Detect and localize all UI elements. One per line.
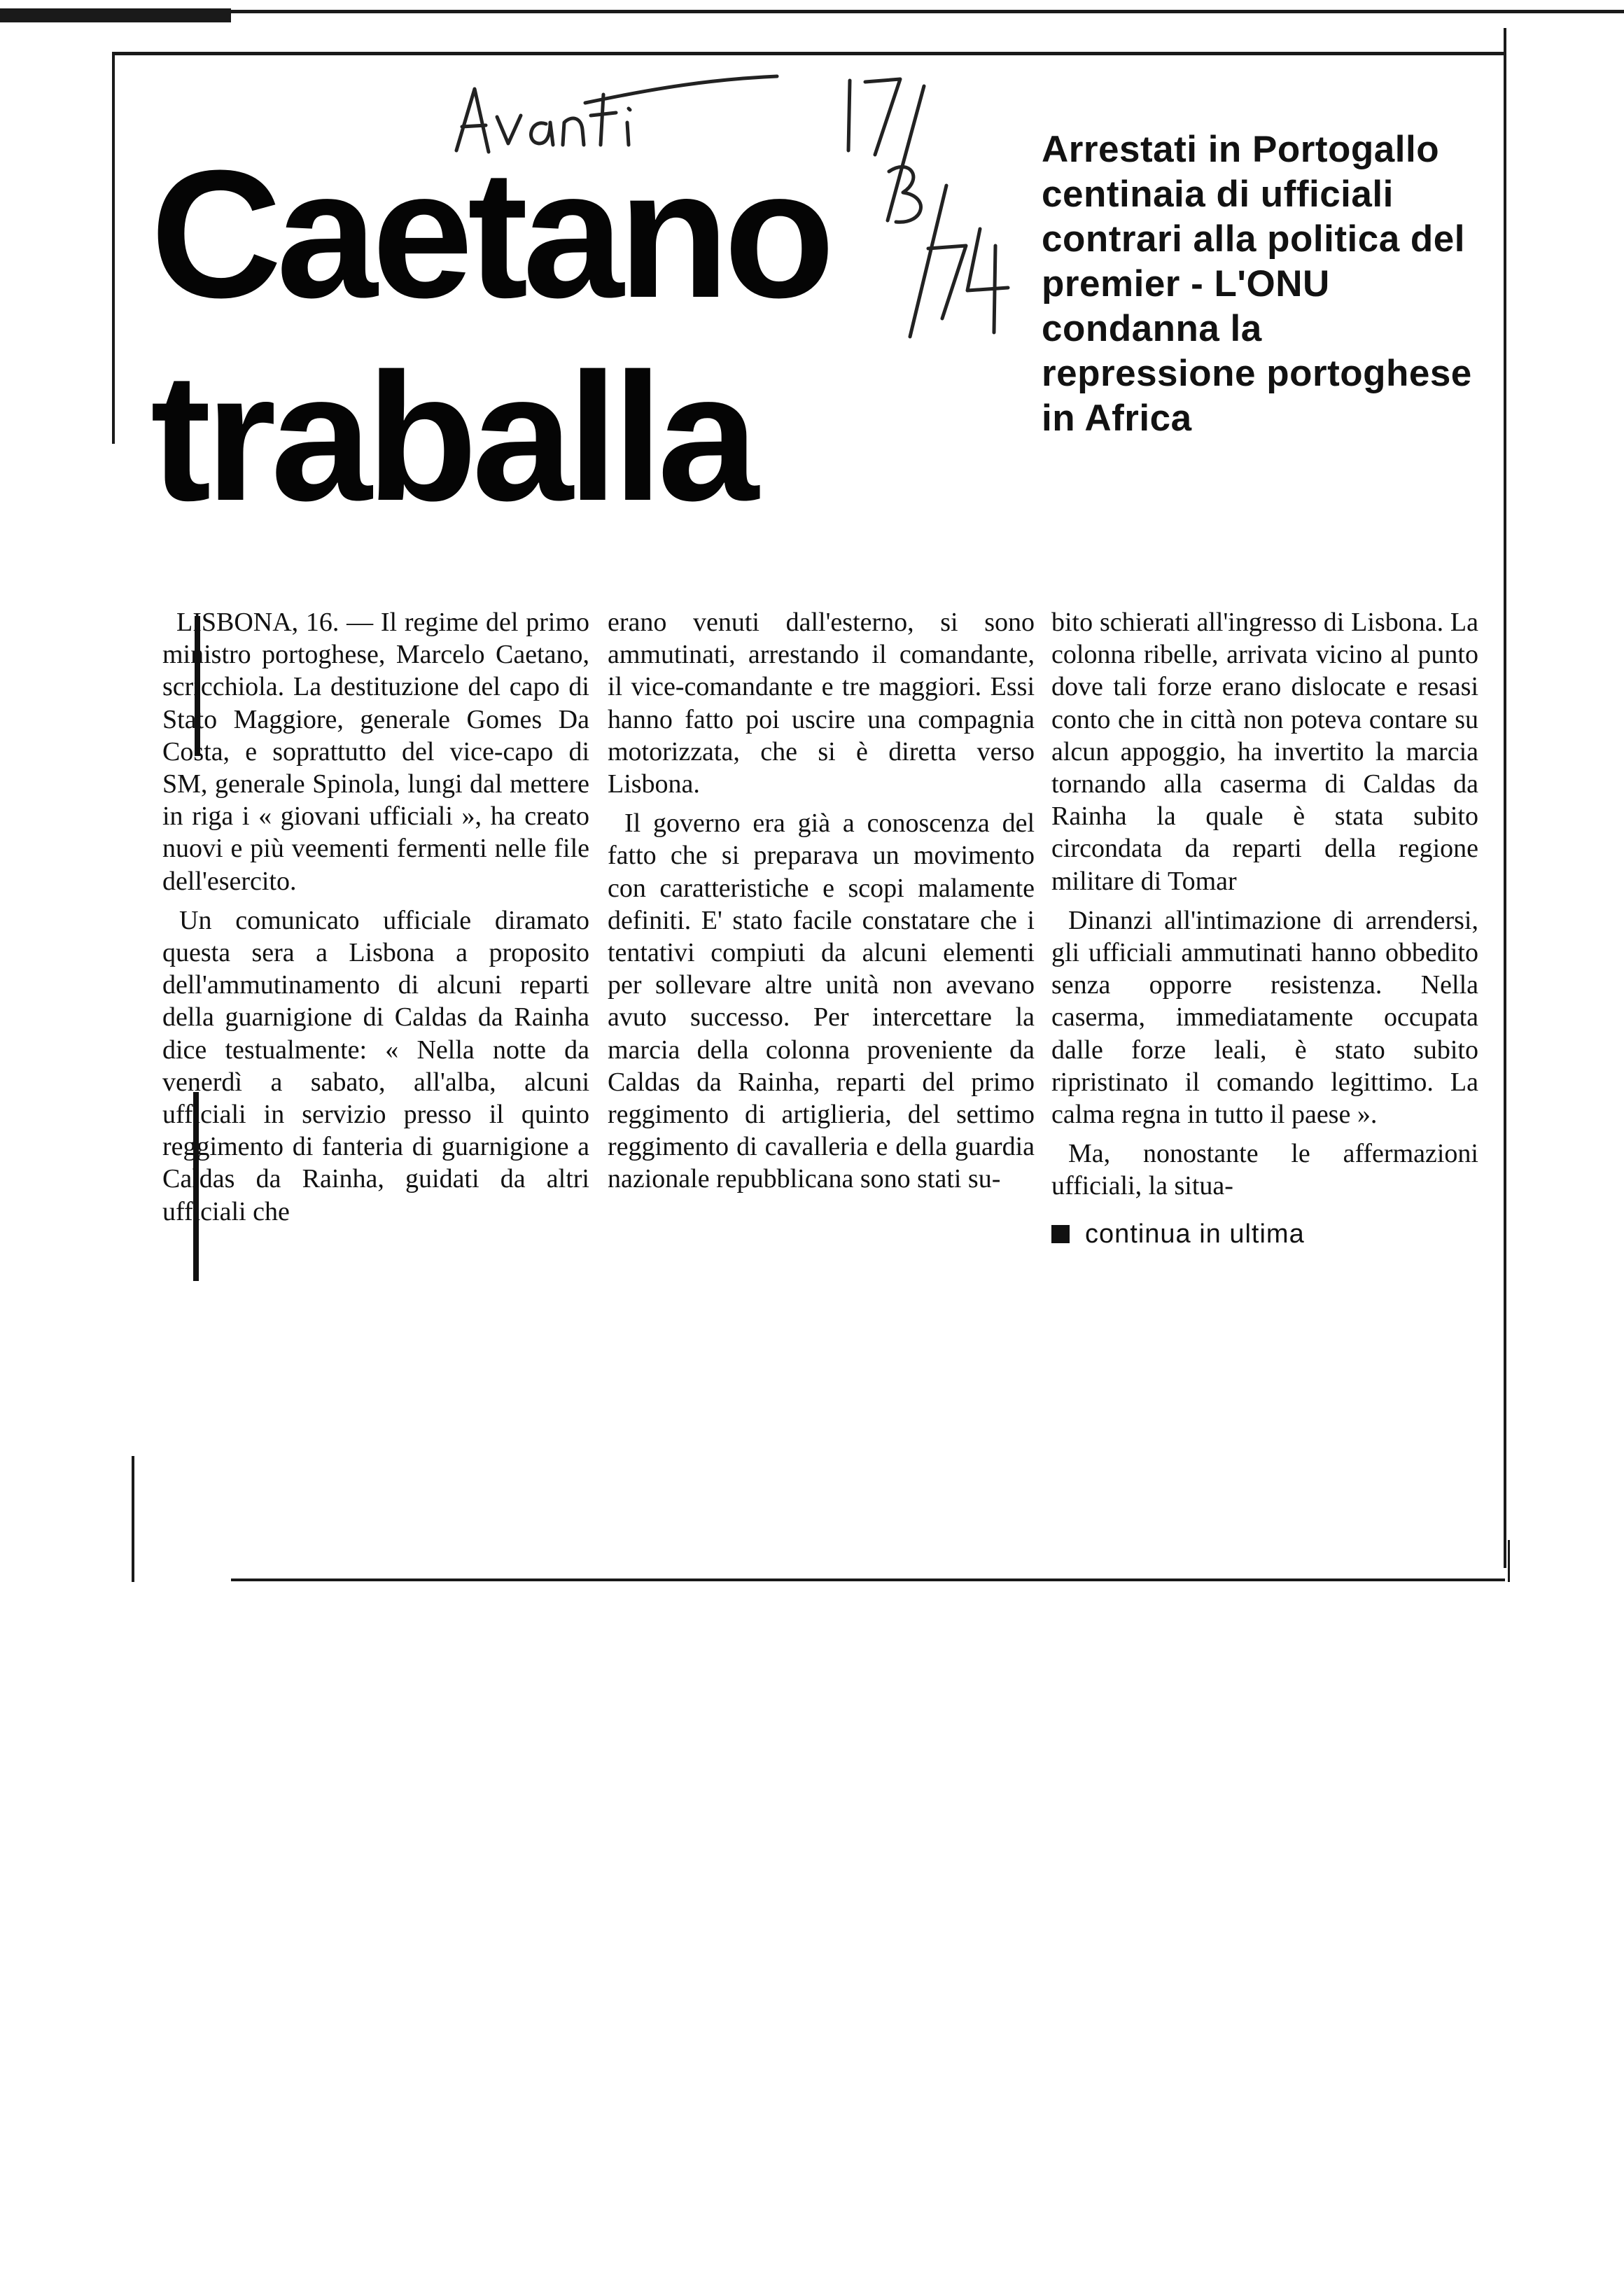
top-edge-rule-heavy	[0, 8, 231, 22]
article-column-1	[162, 606, 589, 1228]
clipping-right-border-end	[1508, 1540, 1510, 1582]
continued-label: continua in ultima	[1085, 1219, 1305, 1249]
clipping-bottom-border	[231, 1578, 1505, 1581]
article-paragraph: Dinanzi all'intimazione di arrendersi, gli ufficiali ammutinati hanno obbedito senza opporre resistenza. Nella caserma, immediatamente occupata dalle forze leali, è stato subito ripristinato il comando legittimo. La calma regna in tutto il paese ».	[1051, 905, 1478, 1130]
headline	[150, 133, 830, 539]
article-paragraph: LISBONA, 16. — Il regime del primo ministro portoghese, Marcelo Caetano, scricchiola. La destituzione del capo di Stato Maggiore, generale Gomes Da Costa, e soprattutto del vice-capo di SM, generale Spinola, lungi dal mettere in riga i « giovani ufficiali », ha creato nuovi e più veementi fermenti nelle file dell'esercito.	[162, 608, 589, 896]
article-column-2	[608, 606, 1035, 1196]
article-paragraph: Ma, nonostante le affermazioni ufficiali, la situa-	[1051, 1139, 1478, 1201]
top-edge-rule	[231, 10, 1624, 13]
clipping-left-border-lower	[132, 1456, 134, 1582]
article-paragraph: Un comunicato ufficiale diramato questa sera a Lisbona a proposito dell'ammutinamento di alcuni reparti della guarnigione di Caldas da Rainha dice testualmente: « Nella notte da venerdì a sabato, all'alba, alcuni ufficiali in servizio presso il quinto reggimento di fanteria di guarnigione a Caldas da Rainha, guidati da altri ufficiali che	[162, 905, 589, 1226]
continued-on-last-page	[1051, 1218, 1478, 1250]
article-paragraph: erano venuti dall'esterno, si sono ammutinati, arrestando il comandante, il vice-comandante e tre maggiori. Essi hanno fatto poi uscire una compagnia motorizzata, che si è diretta verso Lisbona.	[608, 608, 1035, 799]
headline-line-2: traballa	[150, 336, 753, 539]
clipping-right-border	[1504, 28, 1506, 1568]
square-bullet-icon	[1051, 1225, 1070, 1243]
article-paragraph: Il governo era già a conoscenza del fatto che si preparava un movimento con caratteristiche e scopi malamente definiti. E' stato facile constatare che i tentativi compiuti da alcuni elementi per sollevare altre unità non avevano avuto successo. Per intercettare la marcia della colonna proveniente da Caldas da Rainha, reparti del primo reggimento di artiglieria, del settimo reggimento di cavalleria e della guardia nazionale repubblicana sono stati su-	[608, 808, 1035, 1194]
clipping-left-border	[112, 52, 115, 444]
subheadline: Arrestati in Portogallo centinaia di ufficiali contrari alla politica del premier - L'ONU condanna la repressione portoghese in Africa	[1042, 129, 1472, 439]
article-paragraph: bito schierati all'ingresso di Lisbona. La colonna ribelle, arrivata vicino al punto dove tali forze erano dislocate e resasi conto che in città non poteva contare su alcun appoggio, ha invertito la marcia tornando alla caserma di Caldas da Rainha la quale è stata subito circondata da reparti della regione militare di Tomar	[1051, 608, 1478, 896]
headline-line-1: Caetano	[150, 133, 830, 336]
clipping-top-border	[112, 52, 1504, 55]
article-column-3	[1051, 606, 1478, 1250]
